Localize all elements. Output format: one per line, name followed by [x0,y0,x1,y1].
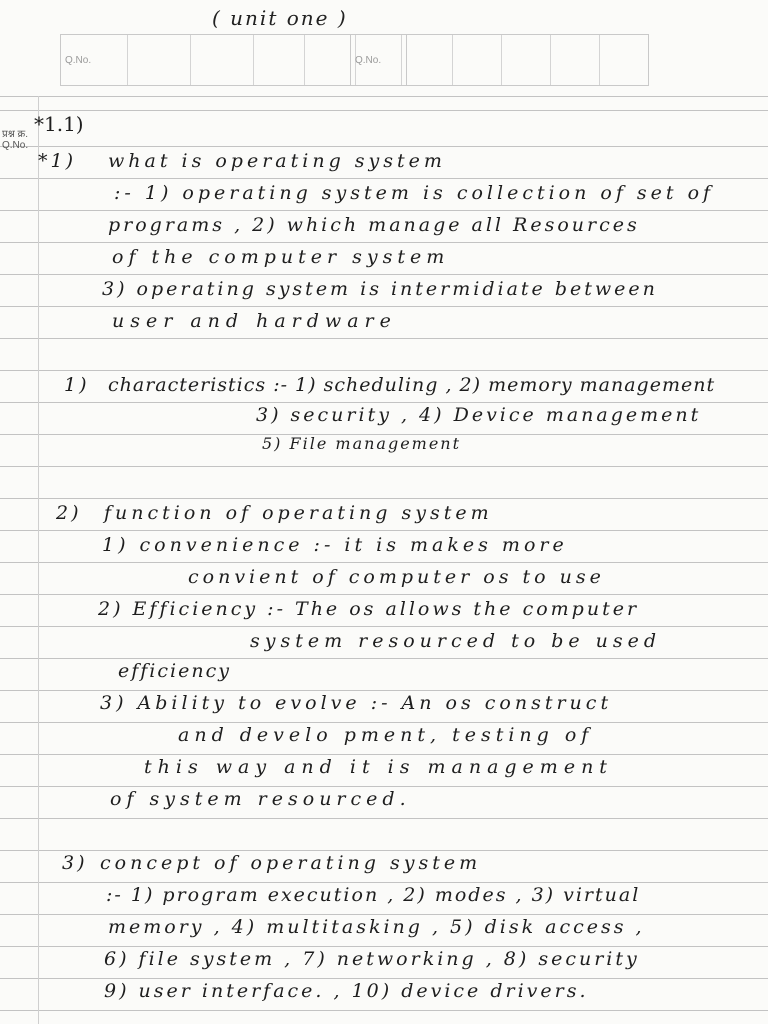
functions-line: and develo pment, testing of [178,724,594,746]
q1-answer-line: programs , 2) which manage all Resources [108,214,640,236]
qno-cell [453,35,502,85]
functions-line: of system resourced. [110,788,411,810]
top-mark: *1.1) [34,112,84,136]
ruled-line [0,306,768,307]
q1-answer-line: :- 1) operating system is collection of set of [114,182,715,204]
concept-line: 9) user interface. , 10) device drivers. [104,980,589,1002]
unit-title: ( unit one ) [212,6,348,30]
qno-cell [61,35,128,85]
qno-label-right: Q.No. [355,55,382,66]
ruled-line [0,338,768,339]
characteristics-number: 1) [64,374,90,396]
qno-grid-right [350,34,649,86]
ruled-line [0,530,768,531]
qno-cell [402,35,453,85]
ruled-line [0,210,768,211]
concept-line: memory , 4) multitasking , 5) disk access , [108,916,645,938]
q1-answer-line: of the computer system [112,246,450,268]
ruled-line [0,562,768,563]
qno-label-left: Q.No. [65,55,92,66]
ruled-line [0,946,768,947]
ruled-line [0,594,768,595]
ruled-line [0,818,768,819]
ruled-line [0,914,768,915]
ruled-line [0,178,768,179]
functions-number: 2) [56,502,82,524]
ruled-line [0,466,768,467]
ruled-line [0,850,768,851]
qno-cell [305,35,356,85]
q1-answer-line: 3) operating system is intermidiate between [102,278,658,300]
ruled-line [0,110,768,111]
qno-cell [128,35,191,85]
ruled-line [0,402,768,403]
ruled-line [0,626,768,627]
functions-line: 3) Ability to evolve :- An os construct [100,692,613,714]
ruled-line [0,754,768,755]
concept-number: 3) [62,852,88,874]
margin-line [38,96,39,1024]
q1-question: what is operating system [108,150,446,172]
ruled-line [0,370,768,371]
functions-line: this way and it is management [144,756,613,778]
ruled-line [0,498,768,499]
characteristics-line: characteristics :- 1) scheduling , 2) memory management [108,374,716,396]
qno-cell [551,35,600,85]
ruled-line [0,146,768,147]
functions-line: efficiency [118,660,231,682]
characteristics-line: 3) security , 4) Device management [256,404,702,426]
qno-cell [600,35,648,85]
concept-line: :- 1) program execution , 2) modes , 3) virtual [106,884,641,906]
margin-label-qno: Q.No. [2,140,29,151]
functions-line: 2) Efficiency :- The os allows the computer [98,598,640,620]
ruled-line [0,96,768,97]
qno-cell [351,35,402,85]
concept-line: concept of operating system [100,852,482,874]
ruled-line [0,1010,768,1011]
functions-line: 1) convenience :- it is makes more [102,534,568,556]
functions-line: function of operating system [104,502,493,524]
q1-answer-line: user and hardware [112,310,397,332]
margin-label-hindi: प्रश्न क्र. [2,129,28,140]
concept-line: 6) file system , 7) networking , 8) security [104,948,640,970]
qno-cell [254,35,305,85]
ruled-line [0,722,768,723]
q1-number: *1) [38,150,77,172]
ruled-line [0,690,768,691]
ruled-line [0,274,768,275]
ruled-line [0,786,768,787]
ruled-line [0,978,768,979]
functions-line: convient of computer os to use [188,566,605,588]
qno-cell [191,35,254,85]
ruled-line [0,882,768,883]
functions-line: system resourced to be used [250,630,662,652]
ruled-line [0,242,768,243]
qno-cell [502,35,551,85]
characteristics-line: 5) File management [262,434,462,453]
ruled-line [0,658,768,659]
